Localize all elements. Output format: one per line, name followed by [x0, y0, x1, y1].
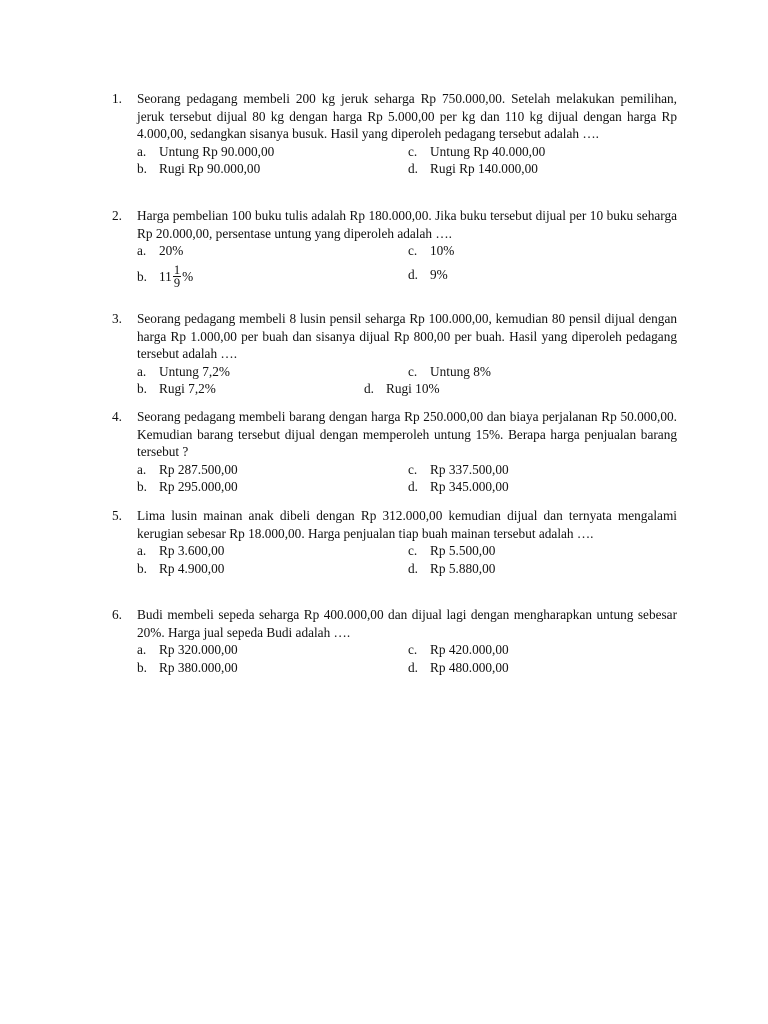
option-c: [408, 143, 545, 161]
option-d: [408, 266, 448, 284]
question-text: Lima lusin mainan anak dibeli dengan Rp 312.000,00 kemudian dijual dan ternyata mengalami kerugian sebesar Rp 18.000,00. Harga penjualan tiap buah mainan tersebut adalah ….: [137, 508, 677, 541]
question-4: [112, 408, 677, 496]
option-text: Rp 295.000,00: [159, 479, 238, 495]
question-5: [112, 507, 677, 577]
option-c: [408, 242, 454, 260]
answer-options: [137, 641, 677, 676]
answer-options: [137, 363, 677, 398]
option-letter: c.: [408, 543, 418, 559]
option-d: [408, 478, 509, 496]
fraction-numerator: 1: [173, 262, 181, 277]
option-c: [408, 542, 495, 560]
option-text: Untung 8%: [430, 363, 491, 379]
answer-options: [137, 542, 677, 577]
option-text: Rp 320.000,00: [159, 642, 238, 658]
option-b: [137, 659, 238, 677]
question-number: 4.: [112, 409, 122, 424]
option-text: Rugi 7,2%: [159, 381, 216, 397]
option-text: Rp 345.000,00: [430, 479, 509, 495]
option-b: [137, 262, 194, 291]
option-letter: d.: [364, 381, 374, 397]
option-letter: c.: [408, 363, 418, 379]
option-d: [408, 659, 509, 677]
option-b: [137, 478, 238, 496]
option-text: Untung 7,2%: [159, 363, 230, 379]
option-a: [137, 542, 224, 560]
option-a: [137, 641, 238, 659]
option-text: Rp 337.500,00: [430, 461, 509, 477]
option-d: [408, 560, 495, 578]
question-2: [112, 207, 677, 290]
question-3: [112, 310, 677, 398]
option-letter: b.: [137, 560, 147, 576]
option-letter: a.: [137, 243, 147, 259]
answer-options: [137, 242, 677, 290]
option-text: 9%: [430, 266, 448, 282]
question-text: Seorang pedagang membeli barang dengan harga Rp 250.000,00 dan biaya perjalanan Rp 50.000,00. Kemudian barang tersebut dijual dengan memperoleh untung 15%. Berapa harga penjualan barang tersebut ?: [137, 409, 677, 460]
fraction-denominator: 9: [173, 275, 181, 290]
fraction-whole: 11: [159, 269, 172, 285]
option-letter: b.: [137, 659, 147, 675]
option-text: Rp 420.000,00: [430, 642, 509, 658]
option-a: [137, 242, 183, 260]
question-text: Budi membeli sepeda seharga Rp 400.000,00 dan dijual lagi dengan mengharapkan untung sebesar 20%. Harga jual sepeda Budi adalah ….: [137, 607, 677, 640]
fraction-suffix: %: [182, 269, 194, 285]
option-text: Untung Rp 40.000,00: [430, 143, 546, 159]
option-text: 10%: [430, 243, 455, 259]
option-d: [408, 160, 538, 178]
option-letter: d.: [408, 479, 418, 495]
option-c: [408, 641, 509, 659]
question-1: [112, 90, 677, 178]
option-text: Rp 5.880,00: [430, 560, 496, 576]
answer-options: [137, 461, 677, 496]
option-a: [137, 363, 230, 381]
option-letter: c.: [408, 143, 418, 159]
question-text: Seorang pedagang membeli 8 lusin pensil seharga Rp 100.000,00, kemudian 80 pensil dijual dengan harga Rp 1.000,00 per buah dan sisanya dijual Rp 800,00 per buah. Hasil yang diperoleh pedagang tersebut adalah ….: [137, 311, 677, 362]
option-b: [137, 380, 216, 398]
option-text: Rp 5.500,00: [430, 543, 496, 559]
option-letter: d.: [408, 266, 418, 282]
option-text: Rp 287.500,00: [159, 461, 238, 477]
option-a: [137, 461, 238, 479]
option-b: [137, 160, 260, 178]
question-number: 5.: [112, 508, 122, 523]
option-letter: d.: [408, 161, 418, 177]
option-text: 20%: [159, 243, 184, 259]
option-letter: a.: [137, 461, 147, 477]
option-text: Rugi Rp 140.000,00: [430, 161, 538, 177]
option-text: Rp 380.000,00: [159, 659, 238, 675]
option-text: Rugi Rp 90.000,00: [159, 161, 261, 177]
question-number: 2.: [112, 208, 122, 223]
option-a: [137, 143, 274, 161]
option-b: [137, 560, 224, 578]
option-d: [364, 380, 440, 398]
option-c: [408, 461, 509, 479]
option-c: [408, 363, 491, 381]
option-letter: c.: [408, 243, 418, 259]
option-letter: b.: [137, 381, 147, 397]
option-letter: b.: [137, 479, 147, 495]
question-number: 1.: [112, 91, 122, 106]
question-text: Seorang pedagang membeli 200 kg jeruk seharga Rp 750.000,00. Setelah melakukan pemilihan, jeruk tersebut dijual 80 kg dengan harga Rp 5.000,00 per kg dan 110 kg dijual dengan harga Rp 4.000,00, sedangkan sisanya busuk. Hasil yang diperoleh pedagang tersebut adalah ….: [137, 91, 677, 142]
answer-options: [137, 143, 677, 178]
option-letter: c.: [408, 642, 418, 658]
option-letter: a.: [137, 363, 147, 379]
option-text: Rp 480.000,00: [430, 659, 509, 675]
question-number: 3.: [112, 311, 122, 326]
option-letter: a.: [137, 543, 147, 559]
option-text: Rugi 10%: [386, 381, 440, 397]
option-letter: a.: [137, 143, 147, 159]
fraction: [173, 264, 181, 289]
question-text: Harga pembelian 100 buku tulis adalah Rp 180.000,00. Jika buku tersebut dijual per 10 buku seharga Rp 20.000,00, persentase untung yang diperoleh adalah ….: [137, 208, 677, 241]
option-letter: b.: [137, 269, 147, 285]
option-letter: d.: [408, 560, 418, 576]
option-letter: d.: [408, 659, 418, 675]
question-number: 6.: [112, 607, 122, 622]
option-text: Untung Rp 90.000,00: [159, 143, 275, 159]
question-6: [112, 606, 677, 676]
option-mixed-number: [159, 262, 194, 290]
option-letter: b.: [137, 161, 147, 177]
option-letter: c.: [408, 461, 418, 477]
option-text: Rp 3.600,00: [159, 543, 225, 559]
option-text: Rp 4.900,00: [159, 560, 225, 576]
option-letter: a.: [137, 642, 147, 658]
